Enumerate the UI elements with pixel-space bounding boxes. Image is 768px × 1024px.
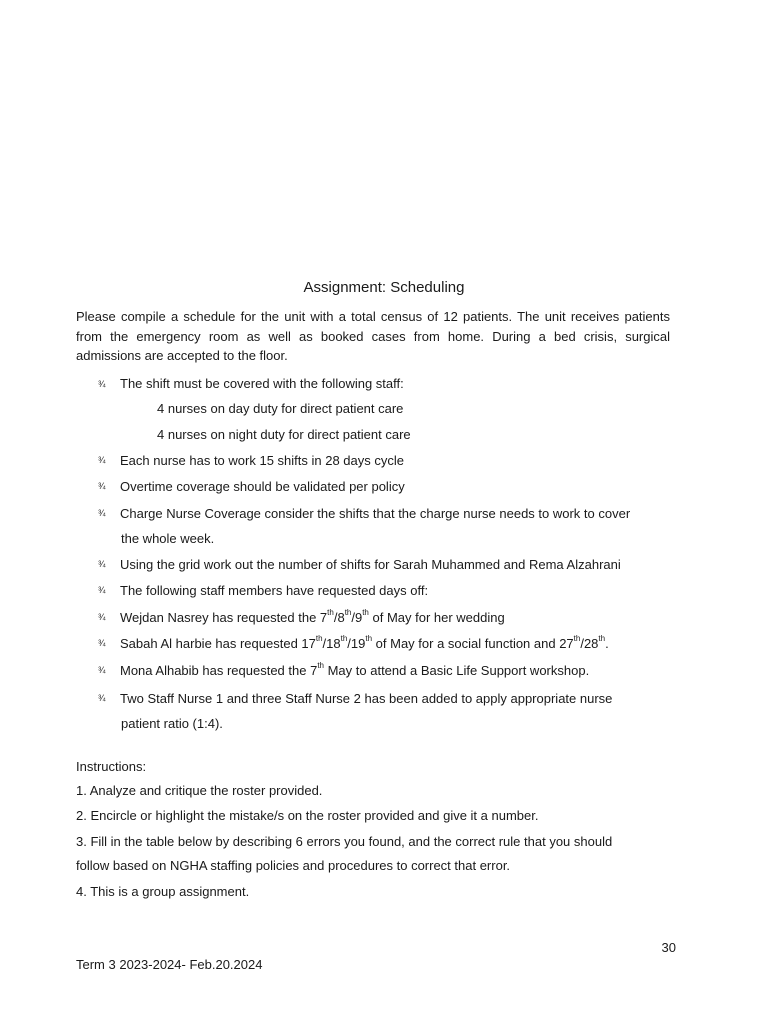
item-overtime: Overtime coverage should be validated per policy xyxy=(120,479,405,494)
item-shifts-per-cycle: Each nurse has to work 15 shifts in 28 days cycle xyxy=(120,453,404,468)
item-charge-nurse-cont: the whole week. xyxy=(121,531,215,546)
instruction-4: 4. This is a group assignment. xyxy=(76,884,250,899)
bullet-marker: ¾ xyxy=(98,612,105,622)
instruction-2: 2. Encircle or highlight the mistake/s on the roster provided and give it a number. xyxy=(76,808,539,823)
page-number: 30 xyxy=(661,940,676,955)
intro-paragraph: Please compile a schedule for the unit with a total census of 12 patients. The unit receives patients from the emergency room as well as booked cases from home. During a bed crisis, surgical admissions are accepted to the floor. xyxy=(76,309,670,363)
instruction-3-cont: follow based on NGHA staffing policies and procedures to correct that error. xyxy=(76,858,511,873)
bullet-marker: ¾ xyxy=(98,379,105,389)
bullet-marker: ¾ xyxy=(98,455,105,465)
instruction-3: 3. Fill in the table below by describing 6 errors you found, and the correct rule that you should xyxy=(76,834,613,849)
bullet-marker: ¾ xyxy=(98,665,105,675)
item-staff-added-cont: patient ratio (1:4). xyxy=(121,716,223,731)
item-grid: Using the grid work out the number of shifts for Sarah Muhammed and Rema Alzahrani xyxy=(120,557,621,572)
page-title: Assignment: Scheduling xyxy=(303,279,465,296)
item-night-duty: 4 nurses on night duty for direct patient care xyxy=(157,427,411,442)
instructions-heading: Instructions: xyxy=(76,759,147,774)
bullet-marker: ¾ xyxy=(98,585,105,595)
item-wejdan-request: Wejdan Nasrey has requested the 7th/8th/9th of May for her wedding xyxy=(120,608,505,625)
bullet-marker: ¾ xyxy=(98,508,105,518)
item-sabah-request: Sabah Al harbie has requested 17th/18th/19th of May for a social function and 27th/28th. xyxy=(120,634,609,651)
instruction-1: 1. Analyze and critique the roster provided. xyxy=(76,783,323,798)
item-shift-coverage: The shift must be covered with the following staff: xyxy=(120,376,404,391)
bullet-marker: ¾ xyxy=(98,481,105,491)
item-day-duty: 4 nurses on day duty for direct patient care xyxy=(157,401,404,416)
item-charge-nurse: Charge Nurse Coverage consider the shifts that the charge nurse needs to work to cover xyxy=(120,506,631,521)
item-requests-heading: The following staff members have requested days off: xyxy=(120,583,429,598)
item-mona-request: Mona Alhabib has requested the 7th May to attend a Basic Life Support workshop. xyxy=(120,661,590,678)
bullet-marker: ¾ xyxy=(98,638,105,648)
item-staff-added: Two Staff Nurse 1 and three Staff Nurse 2 has been added to apply appropriate nurse xyxy=(120,691,613,706)
bullet-marker: ¾ xyxy=(98,559,105,569)
footer-term: Term 3 2023-2024- Feb.20.2024 xyxy=(76,957,263,972)
bullet-marker: ¾ xyxy=(98,693,105,703)
